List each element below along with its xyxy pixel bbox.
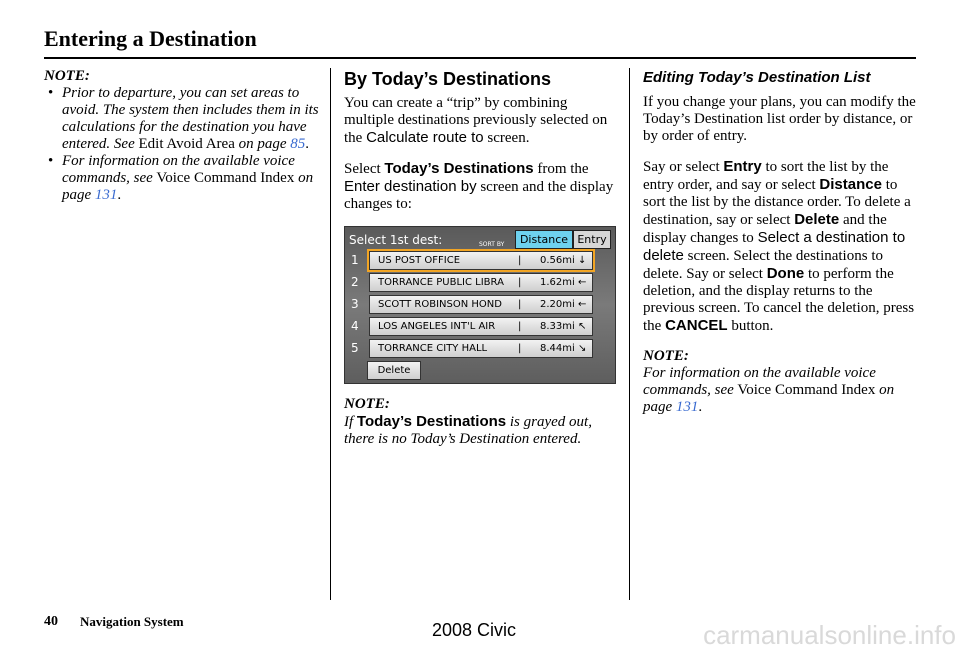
note-text: on page [62, 170, 314, 203]
destination-distance: 8.33mi [540, 321, 575, 332]
destination-button[interactable] [369, 339, 593, 358]
note-reference: Voice Command Index [156, 170, 295, 186]
text: For information on the available voice commands, see [643, 365, 876, 398]
sort-distance-tab[interactable]: Distance [515, 230, 573, 249]
site-watermark: carmanualsonline.info [703, 620, 956, 650]
row-number: 1 [351, 253, 359, 267]
model-watermark: 2008 Civic [432, 620, 517, 640]
destination-button[interactable] [369, 273, 593, 292]
note-punct: . [305, 136, 310, 152]
destination-row [349, 251, 615, 270]
note-punct: . [117, 187, 122, 203]
delete-button[interactable]: Delete [367, 361, 421, 380]
text: screen and the display changes to: [344, 179, 614, 212]
column-divider [629, 68, 630, 600]
screen-header: Select 1st dest: [349, 233, 443, 247]
text: to sort the list by the distance order. To delete a destination, say or select [643, 177, 911, 228]
button-name: CANCEL [665, 317, 728, 334]
note-heading: NOTE: [44, 68, 90, 84]
note-punct: . [698, 399, 703, 415]
text: screen. Select the destinations to delete. Say or select [643, 248, 883, 282]
page-link[interactable]: 131 [675, 399, 699, 415]
row-number: 3 [351, 297, 359, 311]
command-name: Done [766, 265, 805, 282]
paragraph [344, 160, 619, 213]
destination-distance: 8.44mi [540, 343, 575, 354]
command-name: Delete [794, 211, 840, 228]
footer-section: Navigation System [80, 614, 184, 629]
page-link[interactable]: 85 [290, 136, 306, 152]
text: Say or select [643, 159, 720, 175]
screen-name: Select a destination to delete [643, 229, 906, 264]
note-heading: NOTE: [344, 396, 390, 412]
text: You can create a “trip” by combining multiple destinations previously selected on the [344, 95, 608, 146]
separator: | [518, 255, 522, 266]
destination-distance: 0.56mi [540, 255, 575, 266]
note-list [44, 85, 319, 204]
screen-name: Calculate route to [366, 129, 484, 146]
direction-arrow-icon: ↓ [578, 255, 587, 266]
menu-name: Today’s Destinations [384, 160, 534, 177]
destination-button[interactable] [369, 251, 593, 270]
left-column [44, 68, 319, 204]
text: If [344, 414, 354, 430]
menu-name: Today’s Destinations [356, 413, 507, 430]
separator: | [518, 321, 522, 332]
destination-name: LOS ANGELES INT'L AIR [378, 321, 496, 332]
middle-column [344, 68, 619, 448]
paragraph [643, 158, 918, 335]
text: to sort the list by the entry order, and say or select [643, 159, 889, 193]
text: and the display changes to [643, 212, 887, 246]
header-rule [44, 57, 916, 59]
command-name: Entry [723, 158, 762, 175]
sort-by-label: SORT BY [479, 241, 505, 248]
direction-arrow-icon: ↖ [578, 321, 587, 332]
command-name: Distance [819, 176, 882, 193]
row-number: 2 [351, 275, 359, 289]
nav-screen-image [344, 226, 616, 384]
separator: | [518, 277, 522, 288]
section-heading: By Today’s Destinations [344, 69, 552, 89]
text: screen. [487, 130, 530, 146]
text: on page [643, 382, 895, 415]
direction-arrow-icon: ← [578, 299, 587, 310]
destination-row [349, 273, 615, 292]
destination-distance: 1.62mi [540, 277, 575, 288]
note-body [643, 365, 918, 416]
note-reference: Edit Avoid Area [138, 136, 235, 152]
destination-row [349, 339, 615, 358]
direction-arrow-icon: ← [578, 277, 587, 288]
destination-button[interactable] [369, 317, 593, 336]
text: Select [344, 161, 381, 177]
destination-name: TORRANCE PUBLIC LIBRA [378, 277, 504, 288]
screen-name: Enter destination by [344, 178, 477, 195]
separator: | [518, 343, 522, 354]
page-title: Entering a Destination [44, 26, 257, 51]
text: is grayed out, there is no Today’s Destination entered. [344, 414, 592, 447]
note-item [44, 153, 319, 204]
destination-name: US POST OFFICE [378, 255, 461, 266]
destination-name: TORRANCE CITY HALL [378, 343, 488, 354]
sort-entry-tab[interactable]: Entry [573, 230, 611, 249]
destination-name: SCOTT ROBINSON HOND [378, 299, 502, 310]
subsection-heading: Editing Today’s Destination List [643, 69, 871, 86]
separator: | [518, 299, 522, 310]
text: to perform the deletion, and the display returns to the previous screen. To cancel the deletion, press the [643, 266, 915, 334]
destination-button[interactable] [369, 295, 593, 314]
row-number: 5 [351, 341, 359, 355]
text: button. [731, 318, 774, 334]
text: from the [537, 161, 589, 177]
note-reference: Voice Command Index [737, 382, 876, 398]
note-text: Prior to departure, you can set areas to avoid. The system then includes them in its calculations for the destination you have entered. See [62, 85, 319, 152]
destination-row [349, 317, 615, 336]
page-number: 40 [44, 614, 58, 629]
page-link[interactable]: 131 [94, 187, 118, 203]
right-column [643, 68, 918, 416]
destination-distance: 2.20mi [540, 299, 575, 310]
destination-row [349, 295, 615, 314]
row-number: 4 [351, 319, 359, 333]
note-body [344, 413, 619, 448]
note-item [44, 85, 319, 153]
paragraph [344, 95, 619, 147]
paragraph: If you change your plans, you can modify the Today’s Destination list order by distance, or by order of entry. [643, 94, 916, 144]
direction-arrow-icon: ↘ [578, 343, 587, 354]
column-divider [330, 68, 331, 600]
note-text: on page [238, 136, 287, 152]
note-heading: NOTE: [643, 348, 689, 364]
note-text: For information on the available voice commands, see [62, 153, 295, 186]
